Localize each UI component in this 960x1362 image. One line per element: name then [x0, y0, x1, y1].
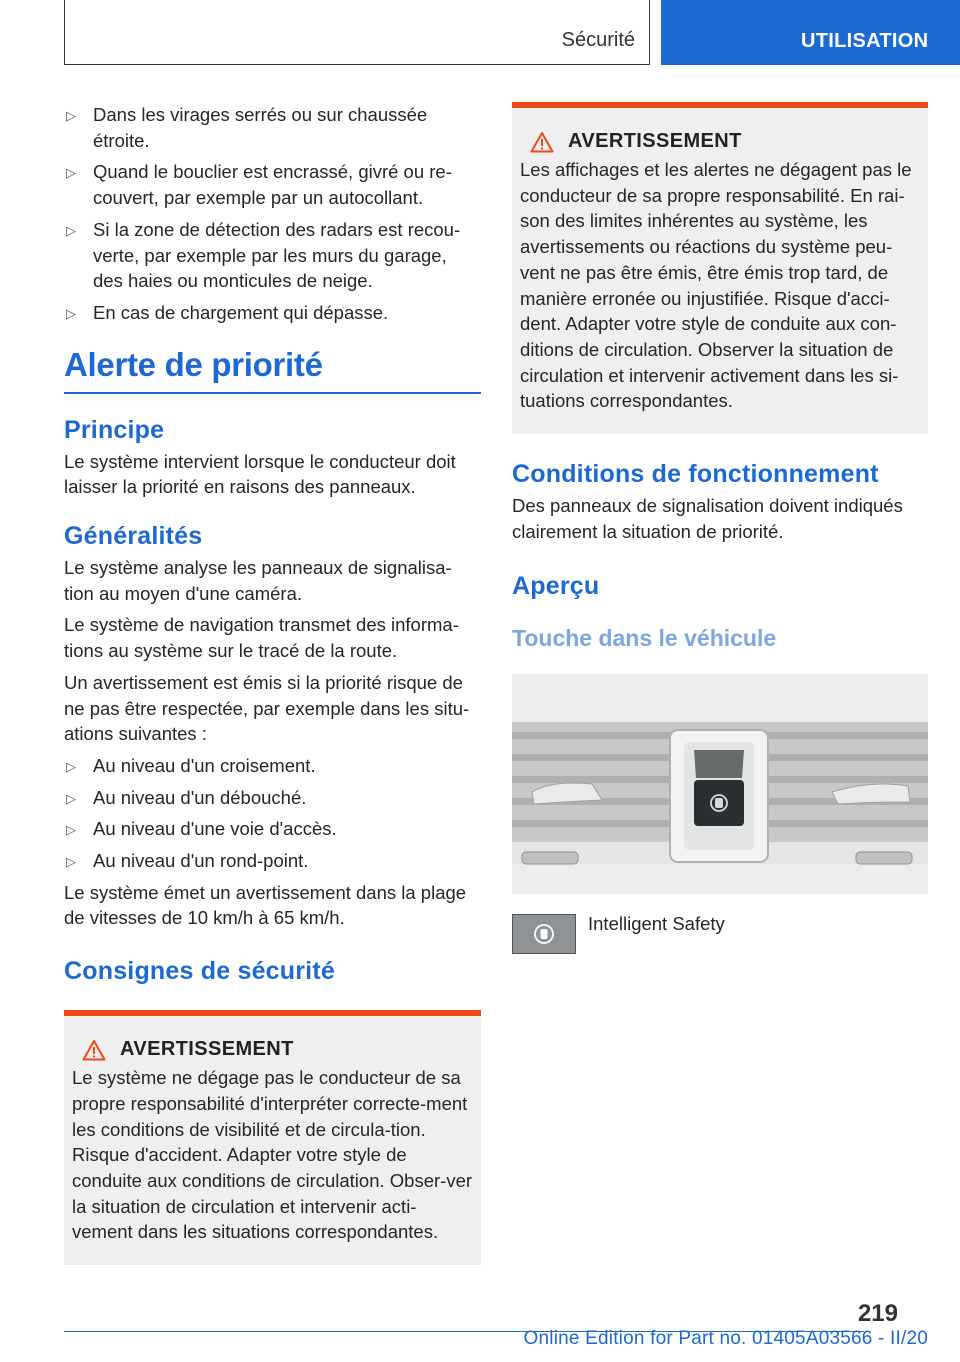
generalites-paragraph: Le système de navigation transmet des informa-tions au système sur le tracé de la route. — [64, 614, 459, 662]
warning-triangle-icon — [530, 131, 554, 153]
consignes-heading: Consignes de sécurité — [64, 957, 335, 986]
page-number: 219 — [857, 1300, 898, 1327]
triangle-bullet-icon: ▷ — [66, 222, 76, 238]
page-title: Alerte de priorité — [64, 346, 481, 394]
principe-heading: Principe — [64, 415, 165, 444]
generalites-paragraph: Un avertissement est émis si la priorité risque de ne pas être respectée, par exemple dans les situ-ations suivantes : — [64, 671, 470, 745]
legend-label: Intelligent Safety — [588, 913, 725, 935]
situations-list — [64, 753, 481, 874]
left-column — [64, 102, 481, 1265]
legend-row — [512, 914, 928, 954]
intelligent-safety-button-icon — [512, 914, 576, 954]
list-item: ▷ Dans les virages serrés ou sur chaussée étroite. — [66, 104, 428, 151]
triangle-bullet-icon: ▷ — [66, 822, 76, 838]
header-section-title: Sécurité — [561, 29, 635, 51]
triangle-bullet-icon: ▷ — [66, 790, 76, 806]
warning-box — [512, 102, 928, 434]
warning-triangle-icon — [82, 1039, 106, 1061]
generalites-paragraph: Le système analyse les panneaux de signalisa-tion au moyen d'une caméra. — [64, 557, 452, 604]
generalites-heading: Généralités — [64, 522, 203, 551]
list-item: ▷ Au niveau d'un rond-point. — [64, 848, 481, 874]
right-column — [512, 102, 928, 954]
conditions-heading: Conditions de fonctionnement — [512, 460, 879, 489]
triangle-bullet-icon: ▷ — [66, 305, 76, 321]
conditions-text: Des panneaux de signalisation doivent indiqués clairement la situation de priorité. — [512, 495, 903, 542]
triangle-bullet-icon: ▷ — [66, 108, 76, 123]
list-item: ▷ En cas de chargement qui dépasse. — [64, 300, 481, 326]
list-item: ▷ Au niveau d'une voie d'accès. — [64, 816, 481, 842]
touche-heading: Touche dans le véhicule — [512, 625, 777, 652]
warning-text: Le système ne dégage pas le conducteur de sa propre responsabilité d'interpréter correcte-ment les conditions de visibilité et de circula-tion. Risque d'accident. Adapter votre style de conduite aux conditions de circulation. Obser-ver la situation de circulation et intervenir acti-vement dans les situations correspondantes. — [72, 1067, 473, 1243]
list-item: ▷ Quand le bouclier est encrassé, givré ou re-couvert, par exemple par un autocollant. — [66, 161, 452, 209]
warning-title: AVERTISSEMENT — [568, 130, 742, 152]
header-chapter-title: UTILISATION — [801, 30, 929, 52]
edition-text: Online Edition for Part no. 01405A03566 - II/20 — [523, 1328, 928, 1349]
header-section-box — [64, 0, 650, 65]
vehicle-button-photo — [512, 674, 928, 894]
triangle-bullet-icon: ▷ — [66, 165, 76, 181]
warning-title: AVERTISSEMENT — [120, 1038, 294, 1061]
generalites-paragraph: Le système émet un avertissement dans la plage de vitesses de 10 km/h à 65 km/h. — [64, 881, 467, 929]
apercu-heading: Aperçu — [512, 572, 600, 601]
list-item: ▷ Au niveau d'un débouché. — [64, 785, 481, 811]
triangle-bullet-icon: ▷ — [66, 758, 76, 774]
header-chapter-box — [661, 0, 960, 65]
limitations-list — [64, 102, 481, 326]
list-item: ▷ Au niveau d'un croisement. — [64, 753, 481, 779]
warning-box — [64, 1010, 481, 1265]
list-item: ▷ Si la zone de détection des radars est recou-verte, par exemple par les murs du garage, des haies ou monticules de neige. — [66, 218, 461, 292]
warning-text: Les affichages et les alertes ne dégagent pas le conducteur de sa propre responsabilité. En rai-son des limites inhérentes au système, les avertissements ou réactions du système peu-vent ne pas être émis, être émis trop tard, de manière erronée ou injustifiée. Risque d'acci-dent. Adapter votre style de conduite aux con-ditions de circulation. Observer la situation de circulation et intervenir activement dans les si-tuations correspondantes. — [520, 159, 912, 412]
triangle-bullet-icon: ▷ — [66, 854, 76, 870]
principe-text: Le système intervient lorsque le conducteur doit laisser la priorité en raisons des panneaux. — [64, 450, 456, 498]
